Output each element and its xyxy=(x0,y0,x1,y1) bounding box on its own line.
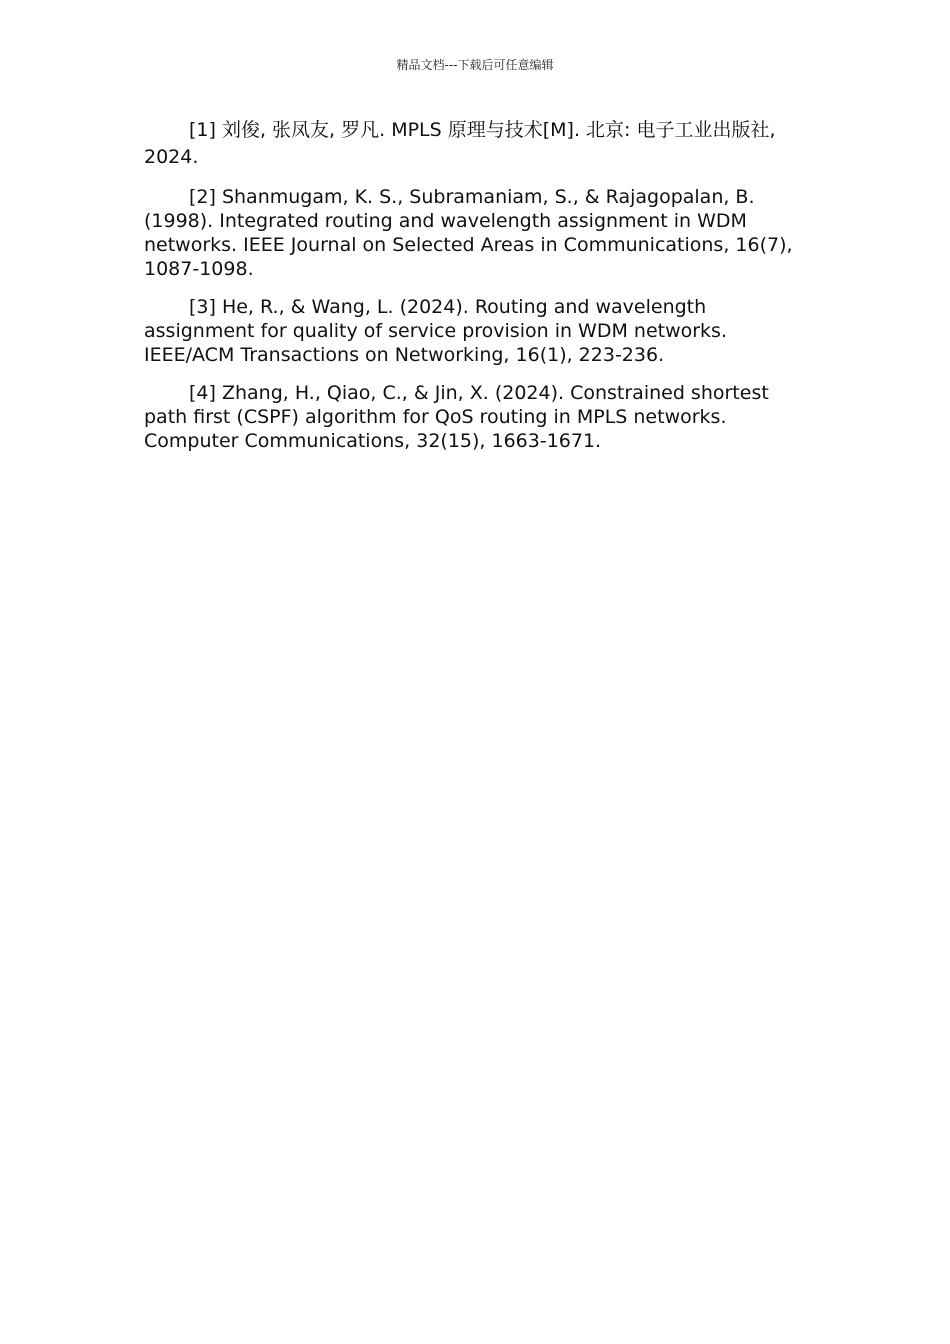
reference-entry-4: [4] Zhang, H., Qiao, C., & Jin, X. (2024). Constrained shortest path first (CSPF) algorithm for QoS routing in MPLS networks. Computer Communications, 32(15), 1663-1671. xyxy=(144,382,769,452)
reference-entry-2: [2] Shanmugam, K. S., Subramaniam, S., & Rajagopalan, B. (1998). Integrated routing and wavelength assignment in WDM networks. IEEE Journal on Selected Areas in Communications, 16(7), 1087-1098. xyxy=(144,186,793,280)
page-header: 精品文档---下载后可任意编辑 xyxy=(396,58,554,72)
reference-list xyxy=(144,117,808,467)
reference-entry-3: [3] He, R., & Wang, L. (2024). Routing and wavelength assignment for quality of service provision in WDM networks. IEEE/ACM Transactions on Networking, 16(1), 223-236. xyxy=(144,296,727,366)
reference-entry-1: [1] 刘俊, 张凤友, 罗凡. MPLS 原理与技术[M]. 北京: 电子工业出版社, 2024. xyxy=(144,119,776,168)
